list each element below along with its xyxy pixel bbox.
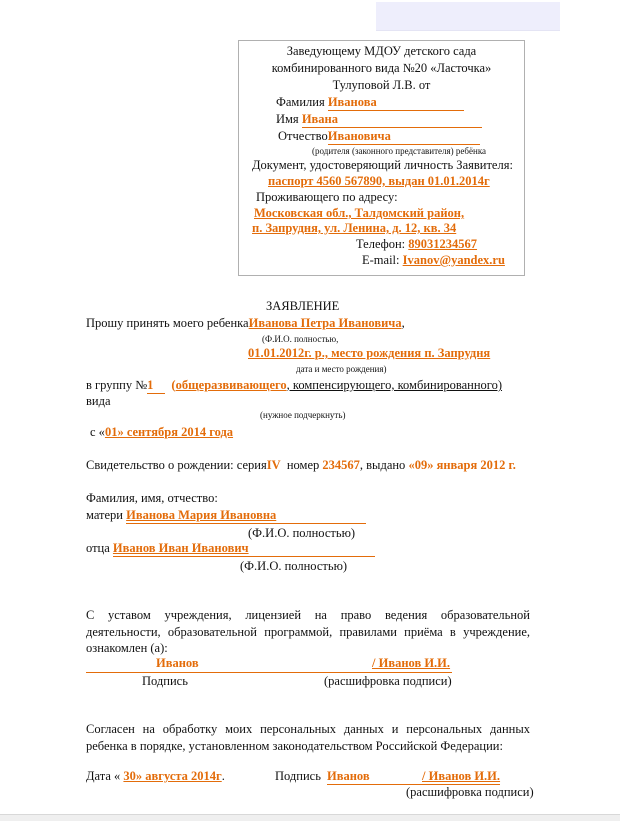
child-name-suffix: ,	[401, 316, 405, 330]
surname-value: Иванова	[327, 95, 377, 109]
addressee-line-1: Заведующему МДОУ детского сада	[286, 44, 477, 58]
request-row	[86, 316, 405, 331]
top-toolbar-strip	[376, 2, 560, 31]
mother-row	[86, 508, 366, 524]
group-number: 1	[147, 378, 154, 392]
father-hint: (Ф.И.О. полностью)	[240, 559, 348, 573]
name-label: Имя	[276, 112, 299, 126]
group-label: в группу №	[86, 378, 148, 392]
father-name: Иванов Иван Иванович	[112, 541, 249, 555]
from-date[interactable]: 01» сентября 2014 года	[104, 425, 234, 439]
name-value: Ивана	[301, 112, 338, 126]
mother-name-field[interactable]	[126, 508, 366, 524]
document-label: Документ, удостоверяющий личность Заявителя:	[252, 158, 513, 172]
parent-note: (родителя (законного представителя) ребёнка	[312, 146, 487, 156]
birth-info[interactable]: 01.01.2012г. р., место рождения п. Запрудня	[248, 346, 491, 360]
father-name-field[interactable]	[113, 541, 375, 557]
father-row	[86, 541, 375, 557]
phone-row	[356, 237, 477, 252]
date-label: Дата «	[86, 769, 121, 783]
date-suffix: .	[221, 769, 225, 783]
certificate-series[interactable]: IV	[266, 458, 281, 472]
father-label: отца	[86, 541, 110, 555]
mother-name: Иванова Мария Ивановна	[126, 508, 277, 522]
phone-value[interactable]: 89031234567	[408, 237, 478, 251]
child-name[interactable]: Иванова Петра Ивановича	[248, 316, 402, 330]
surname-field[interactable]	[328, 95, 464, 111]
name-row	[276, 112, 482, 128]
date-value[interactable]: 30» августа 2014г	[123, 769, 222, 783]
group-type-options[interactable]: , компенсирующего, комбинированного)	[286, 378, 503, 392]
consent-signature-label: Подпись	[275, 769, 321, 783]
surname-label: Фамилия	[276, 95, 325, 109]
email-value[interactable]: Ivanov@yandex.ru	[402, 253, 505, 267]
patronymic-field[interactable]	[328, 129, 480, 145]
surname-row	[276, 95, 464, 111]
mother-label: матери	[86, 508, 123, 522]
address-line-1[interactable]: Московская обл., Талдомский район,	[254, 206, 465, 220]
ack-line-1: С уставом учреждения, лицензией на право ведения образовательной	[86, 608, 530, 622]
ack-line-2: деятельности, образовательной программой, правилами приёма в учреждение,	[86, 625, 530, 639]
certificate-issued-date[interactable]: «09» января 2012 г.	[408, 458, 516, 472]
email-row	[362, 253, 505, 268]
parents-label: Фамилия, имя, отчество:	[86, 491, 218, 505]
email-label: E-mail:	[362, 253, 400, 267]
consent-signature-decoded: / Иванов И.И.	[422, 769, 501, 783]
certificate-number-label: номер	[286, 458, 320, 472]
patronymic-row	[278, 129, 480, 145]
addressee-line-2: комбинированного вида №20 «Ласточка»	[271, 61, 492, 75]
addressee-line-3: Тулуповой Л.В. от	[332, 78, 431, 92]
certificate-number[interactable]: 234567	[322, 458, 360, 472]
address-label: Проживающего по адресу:	[256, 190, 398, 204]
ack-signature: Иванов	[156, 656, 199, 670]
ack-signature-hint: Подпись	[142, 674, 188, 688]
phone-label: Телефон:	[356, 237, 406, 251]
group-row	[86, 378, 530, 394]
consent-line-1: Согласен на обработку моих персональных данных и персональных данных	[86, 722, 530, 736]
ack-signature-decoded: / Иванов И.И.	[372, 656, 451, 670]
request-label: Прошу принять моего ребенка	[86, 316, 249, 330]
consent-date-row	[86, 769, 225, 784]
patronymic-value: Ивановича	[327, 129, 391, 143]
mother-hint: (Ф.И.О. полностью)	[248, 526, 356, 540]
from-label: с «	[90, 425, 105, 439]
group-type-selected[interactable]: общеразвивающего	[175, 378, 287, 392]
certificate-issued-label: , выдано	[359, 458, 406, 472]
group-hint: (нужное подчеркнуть)	[260, 410, 346, 420]
group-number-field[interactable]	[147, 378, 165, 394]
birth-hint: дата и место рождения)	[296, 364, 387, 374]
consent-decoded-hint: (расшифровка подписи)	[406, 785, 534, 799]
group-open-paren: (	[171, 378, 176, 392]
ack-decoded-hint: (расшифровка подписи)	[324, 674, 452, 688]
consent-signature: Иванов	[327, 769, 370, 783]
document-value[interactable]: паспорт 4560 567890, выдан 01.01.2014г	[268, 174, 490, 188]
child-name-hint: (Ф.И.О. полностью,	[262, 334, 339, 344]
from-date-row	[90, 425, 233, 440]
statement-title: ЗАЯВЛЕНИЕ	[266, 299, 340, 313]
certificate-row	[86, 458, 516, 473]
address-line-2[interactable]: п. Запрудня, ул. Ленина, д. 12, кв. 34	[252, 221, 457, 235]
consent-line-2: ребенка в порядке, установленном законодательством Российской Федерации:	[86, 739, 503, 753]
ack-line-3: ознакомлен (а):	[86, 641, 168, 655]
patronymic-label: Отчество	[278, 129, 328, 143]
name-field[interactable]	[302, 112, 482, 128]
group-suffix: вида	[86, 394, 111, 408]
certificate-label: Свидетельство о рождении: серия	[86, 458, 267, 472]
